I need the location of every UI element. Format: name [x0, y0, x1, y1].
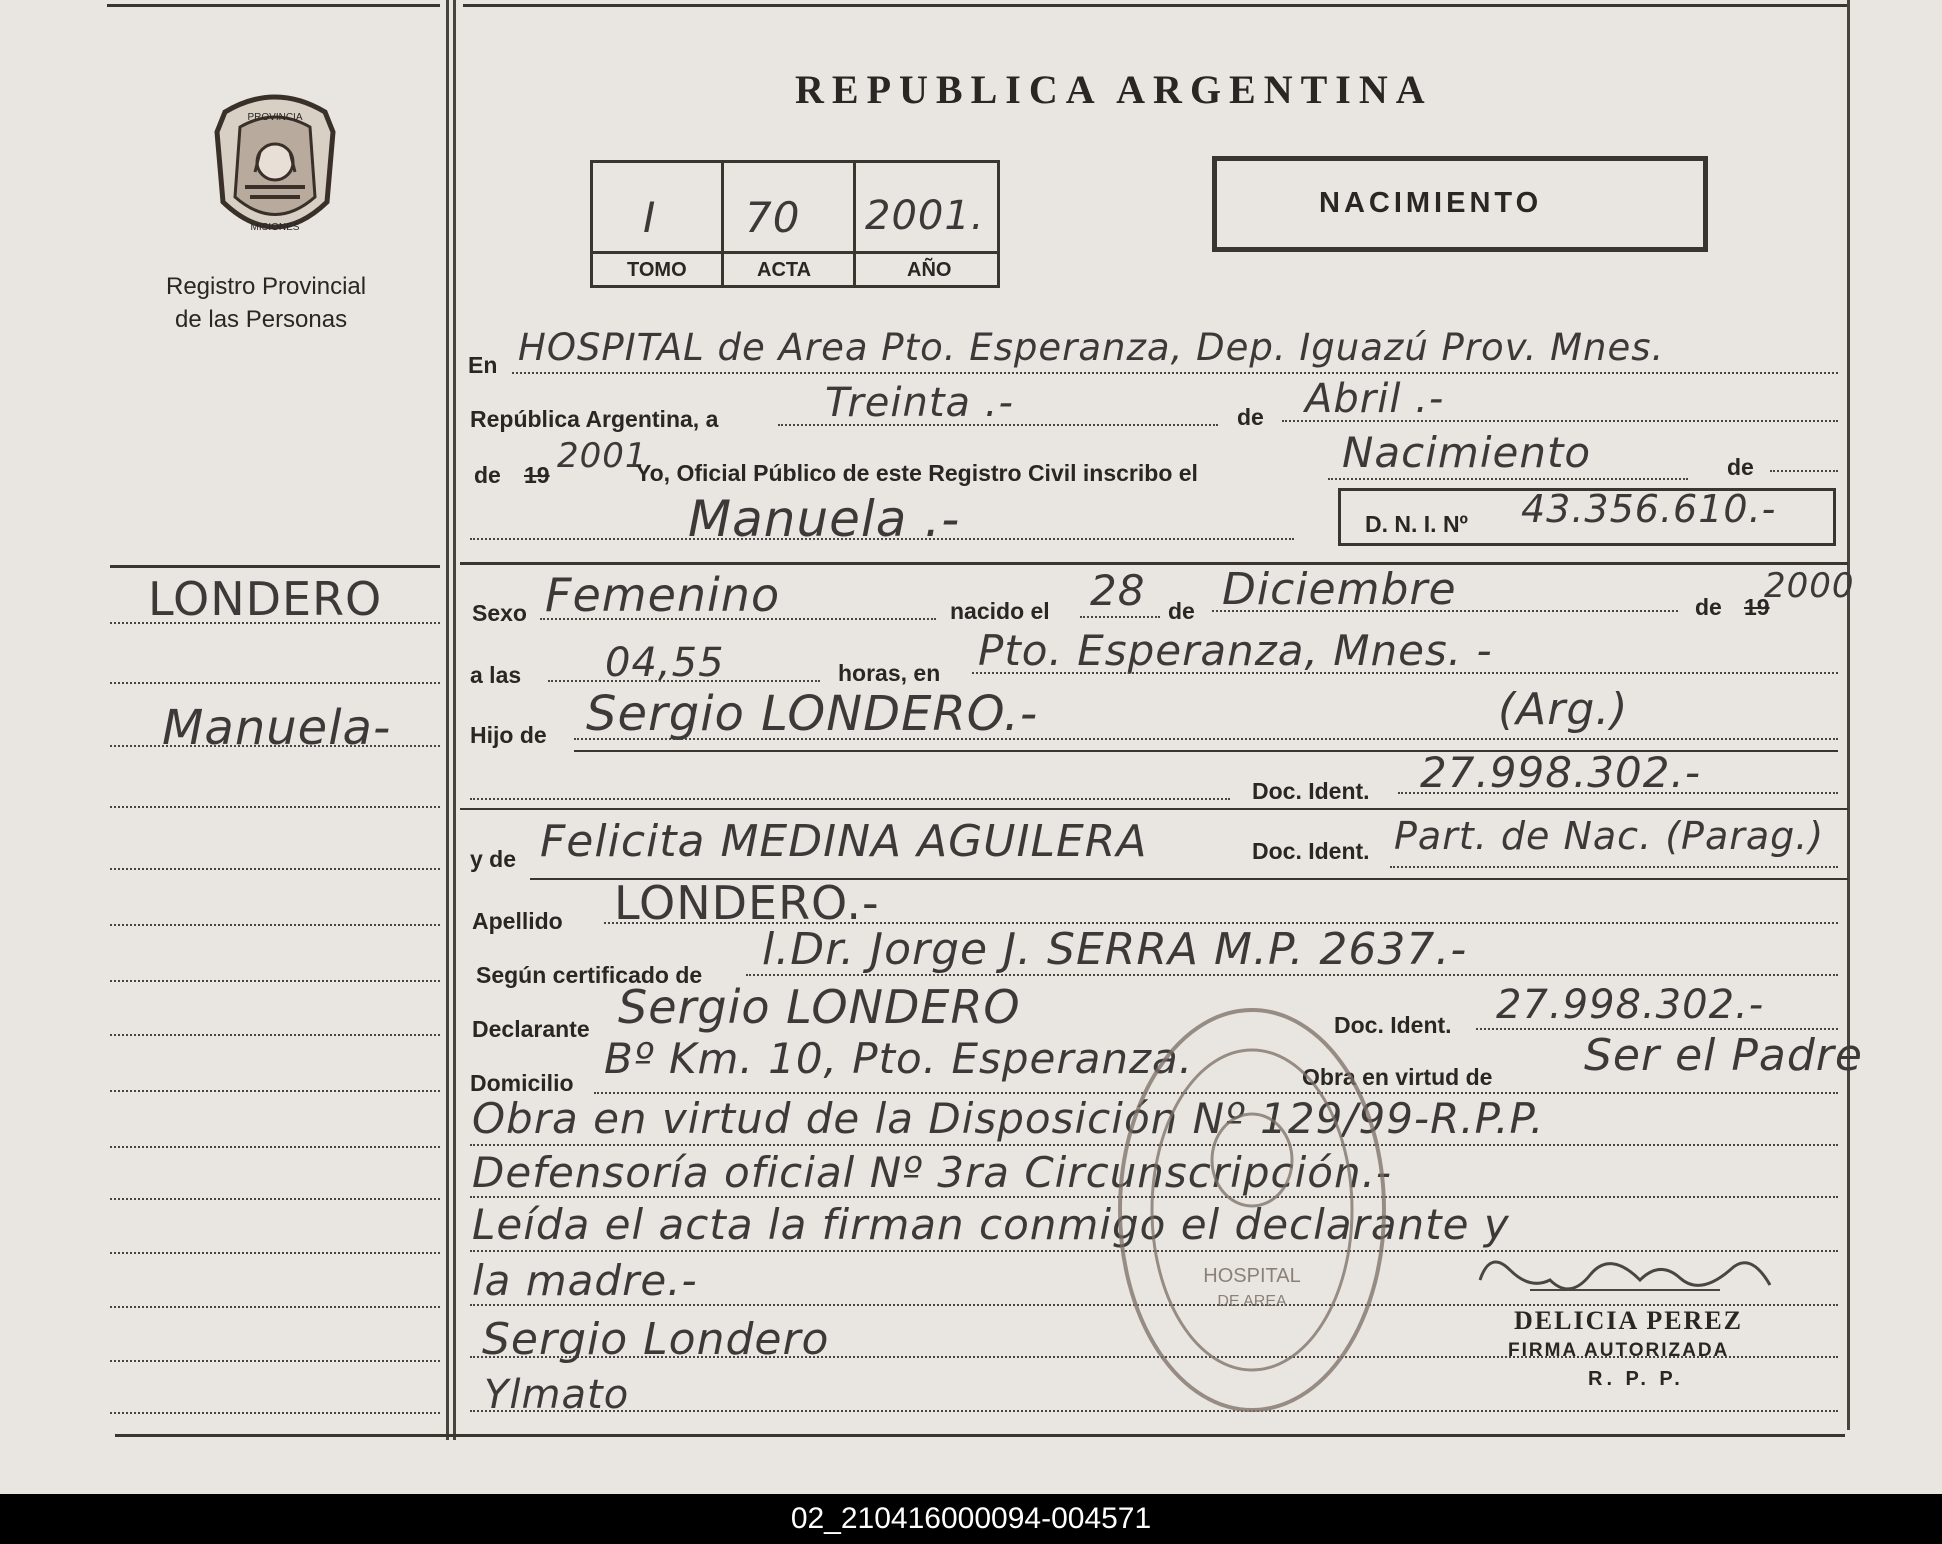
country-title: REPUBLICA ARGENTINA — [795, 67, 1433, 112]
de-label-1: de — [1237, 404, 1264, 430]
year-value: 2001 — [557, 436, 648, 476]
registry-name-line1: Registro Provincial — [166, 273, 367, 300]
record-box — [590, 160, 1000, 288]
acta-label: ACTA — [757, 259, 812, 281]
bottom-border — [115, 1434, 1845, 1437]
father-name: Sergio LONDERO.- — [586, 686, 1039, 742]
y-de-label: y de — [470, 846, 517, 872]
year-prefix-struck: 19 — [524, 462, 550, 488]
horas-label: horas, en — [838, 660, 941, 686]
image-id-footer: 02_210416000094-004571 — [0, 1494, 1942, 1544]
official-name: DELICIA PEREZ — [1514, 1306, 1743, 1335]
birth-month: Diciembre — [1222, 564, 1457, 615]
act-written: Nacimiento — [1342, 428, 1592, 477]
signature-mother: Ylmato — [484, 1372, 630, 1418]
ano-value: 2001. — [865, 193, 985, 239]
declarante-doc: 27.998.302.- — [1496, 982, 1765, 1028]
registry-name-line2: de las Personas — [175, 306, 348, 333]
dni-box — [1338, 488, 1836, 546]
note-line-4: la madre.- — [472, 1256, 698, 1305]
segun-label: Según certificado de — [476, 962, 703, 988]
place-value: HOSPITAL de Area Pto. Esperanza, Dep. Iguazú Prov. Mnes. — [518, 326, 1665, 369]
father-doc: 27.998.302.- — [1420, 748, 1701, 797]
oficial-text: Yo, Oficial Público de este Registro Civil inscribo el — [636, 460, 1198, 486]
svg-text:HOSPITAL: HOSPITAL — [1203, 1265, 1301, 1287]
doc-ident-label-2: Doc. Ident. — [1252, 838, 1370, 864]
ano-label: AÑO — [907, 259, 952, 281]
de-year-label-2: de — [1695, 594, 1722, 620]
top-border-right — [463, 4, 1848, 7]
a-las-label: a las — [470, 662, 522, 688]
form-mid-rule — [460, 562, 1848, 565]
father-nationality: (Arg.) — [1498, 684, 1629, 735]
child-name: Manuela .- — [688, 490, 961, 548]
sexo-value: Femenino — [545, 568, 781, 622]
sexo-label: Sexo — [472, 600, 527, 626]
svg-text:DE AREA: DE AREA — [1217, 1293, 1287, 1310]
tomo-label: TOMO — [627, 259, 687, 281]
left-given-name: Manuela- — [162, 700, 392, 756]
left-column-top-rule — [110, 565, 440, 568]
mother-doc: Part. de Nac. (Parag.) — [1394, 814, 1825, 858]
dni-label: D. N. I. Nº — [1365, 511, 1468, 537]
acta-value: 70 — [745, 193, 801, 242]
svg-text:MISIONES: MISIONES — [250, 222, 300, 233]
note-line-3: Leída el acta la firman conmigo el declarante y — [472, 1200, 1510, 1249]
misiones-emblem-icon — [205, 92, 345, 247]
act-type-label: NACIMIENTO — [1319, 187, 1543, 219]
hour-value: 04,55 — [605, 640, 725, 686]
hijo-label: Hijo de — [470, 722, 547, 748]
registry-seal-icon — [1112, 1000, 1392, 1420]
day-value: Treinta .- — [825, 380, 1014, 426]
top-border-left — [107, 4, 440, 7]
official-org: R. P. P. — [1588, 1368, 1684, 1390]
domicilio-label: Domicilio — [470, 1070, 574, 1096]
apellido-label: Apellido — [472, 908, 563, 934]
official-title: FIRMA AUTORIZADA — [1508, 1340, 1730, 1361]
republica-label: República Argentina, a — [470, 406, 719, 432]
birth-day: 28 — [1090, 566, 1146, 615]
column-divider — [446, 0, 449, 1440]
birth-year: 2000 — [1764, 566, 1855, 606]
declarante-label: Declarante — [472, 1016, 590, 1042]
left-surname: LONDERO — [148, 572, 383, 626]
right-border — [1847, 0, 1850, 1430]
obra-value: Ser el Padre — [1584, 1030, 1863, 1081]
act-type-box — [1212, 156, 1708, 252]
mother-name: Felicita MEDINA AGUILERA — [540, 816, 1148, 867]
note-line-1: Obra en virtud de la Disposición Nº 129/99-R.P.P. — [472, 1094, 1545, 1143]
de-label-2: de — [1168, 598, 1195, 624]
apellido-value: LONDERO.- — [614, 876, 880, 930]
declarante-value: Sergio LONDERO — [618, 980, 1021, 1034]
doc-ident-label-1: Doc. Ident. — [1252, 778, 1370, 804]
month-value: Abril .- — [1305, 376, 1445, 422]
birth-place: Pto. Esperanza, Mnes. - — [978, 626, 1493, 675]
en-label: En — [468, 352, 498, 378]
svg-text:PROVINCIA: PROVINCIA — [247, 112, 303, 123]
nacido-label: nacido el — [950, 598, 1050, 624]
dni-value: 43.356.610.- — [1521, 487, 1777, 531]
tomo-value: I — [643, 193, 657, 242]
doc-ident-label-3: Doc. Ident. — [1334, 1012, 1452, 1038]
de-year-label: de — [474, 462, 501, 488]
certificate-value: l.Dr. Jorge J. SERRA M.P. 2637.- — [762, 924, 1468, 975]
domicilio-value: Bº Km. 10, Pto. Esperanza. — [604, 1034, 1194, 1083]
de-after-act: de — [1727, 454, 1754, 480]
note-line-2: Defensoría oficial Nº 3ra Circunscripción.- — [472, 1148, 1393, 1197]
column-divider-inner — [453, 0, 456, 1440]
birth-year-struck: 19 — [1744, 594, 1770, 620]
signature-declarante: Sergio Londero — [482, 1314, 830, 1365]
obra-label: Obra en virtud de — [1302, 1064, 1493, 1090]
